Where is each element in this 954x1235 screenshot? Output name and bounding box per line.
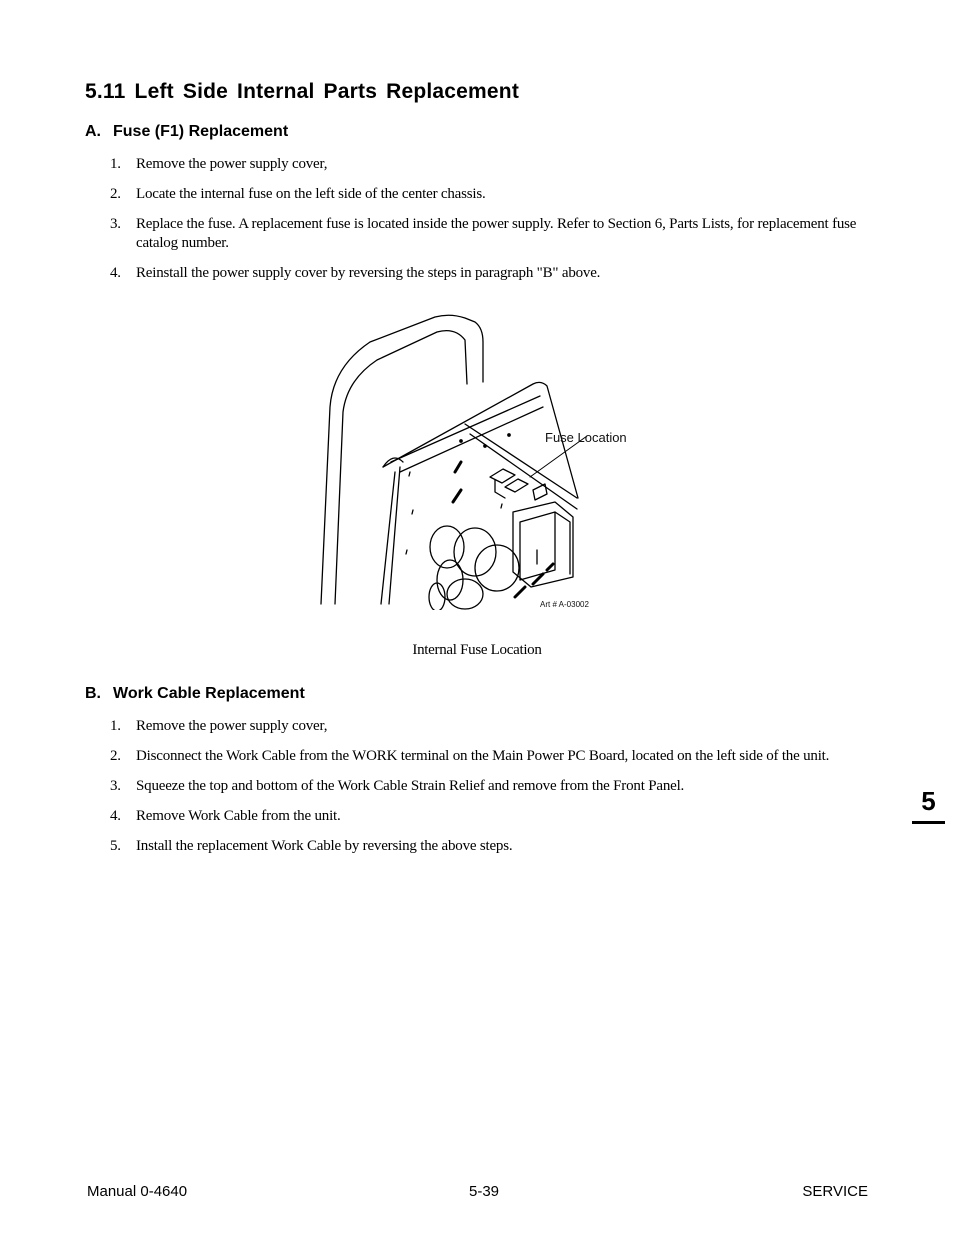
work-cable-steps-list	[110, 717, 880, 856]
list-item	[110, 185, 880, 204]
step-number: 4.	[110, 808, 121, 824]
list-item	[110, 155, 880, 174]
step-number: 2.	[110, 748, 121, 764]
subsection-b-letter: B.	[85, 685, 101, 702]
step-text: Remove the power supply cover,	[136, 718, 328, 734]
list-item	[110, 747, 880, 766]
subsection-b-heading	[85, 685, 305, 703]
list-item	[110, 717, 880, 736]
section-tab-number: 5	[921, 786, 936, 816]
step-number: 3.	[110, 778, 121, 794]
list-item	[110, 807, 880, 826]
subsection-a-title: Fuse (F1) Replacement	[113, 123, 289, 140]
subsection-b-title: Work Cable Replacement	[113, 685, 305, 702]
footer-manual-number: Manual 0-4640	[87, 1183, 188, 1200]
subsection-a-letter: A.	[85, 123, 101, 140]
list-item	[110, 837, 880, 856]
fuse-location-callout: Fuse Location	[545, 430, 627, 445]
step-number: 2.	[110, 186, 121, 202]
list-item	[110, 264, 880, 283]
list-item	[110, 777, 880, 796]
step-number: 1.	[110, 156, 121, 172]
fuse-steps-list	[110, 155, 880, 283]
figure-caption: Internal Fuse Location	[412, 642, 542, 658]
step-text: Reinstall the power supply cover by reversing the steps in paragraph "B" above.	[136, 265, 601, 281]
step-text: Squeeze the top and bottom of the Work Cable Strain Relief and remove from the Front Panel.	[136, 778, 685, 794]
step-number: 5.	[110, 838, 121, 854]
step-number: 1.	[110, 718, 121, 734]
step-text: Install the replacement Work Cable by reversing the above steps.	[136, 838, 513, 854]
step-text: Replace the fuse. A replacement fuse is located inside the power supply. Refer to Section 6, Parts Lists, for replacement fuse catalog number.	[136, 216, 857, 251]
art-number: Art # A-03002	[540, 600, 589, 609]
step-text: Remove Work Cable from the unit.	[136, 808, 341, 824]
subsection-a-heading	[85, 123, 288, 141]
section-tab-rule	[912, 821, 945, 824]
power-supply-illustration	[315, 312, 645, 610]
footer-chapter: SERVICE	[802, 1183, 868, 1200]
step-text: Locate the internal fuse on the left side of the center chassis.	[136, 186, 486, 202]
section-title: 5.11 Left Side Internal Parts Replacement	[85, 80, 520, 103]
step-number: 3.	[110, 216, 121, 232]
list-item	[110, 215, 880, 253]
footer-page-number: 5-39	[468, 1183, 500, 1200]
step-text: Remove the power supply cover,	[136, 156, 328, 172]
fuse-location-figure	[315, 312, 645, 610]
step-number: 4.	[110, 265, 121, 281]
step-text: Disconnect the Work Cable from the WORK terminal on the Main Power PC Board, located on the left side of the unit.	[136, 748, 830, 764]
